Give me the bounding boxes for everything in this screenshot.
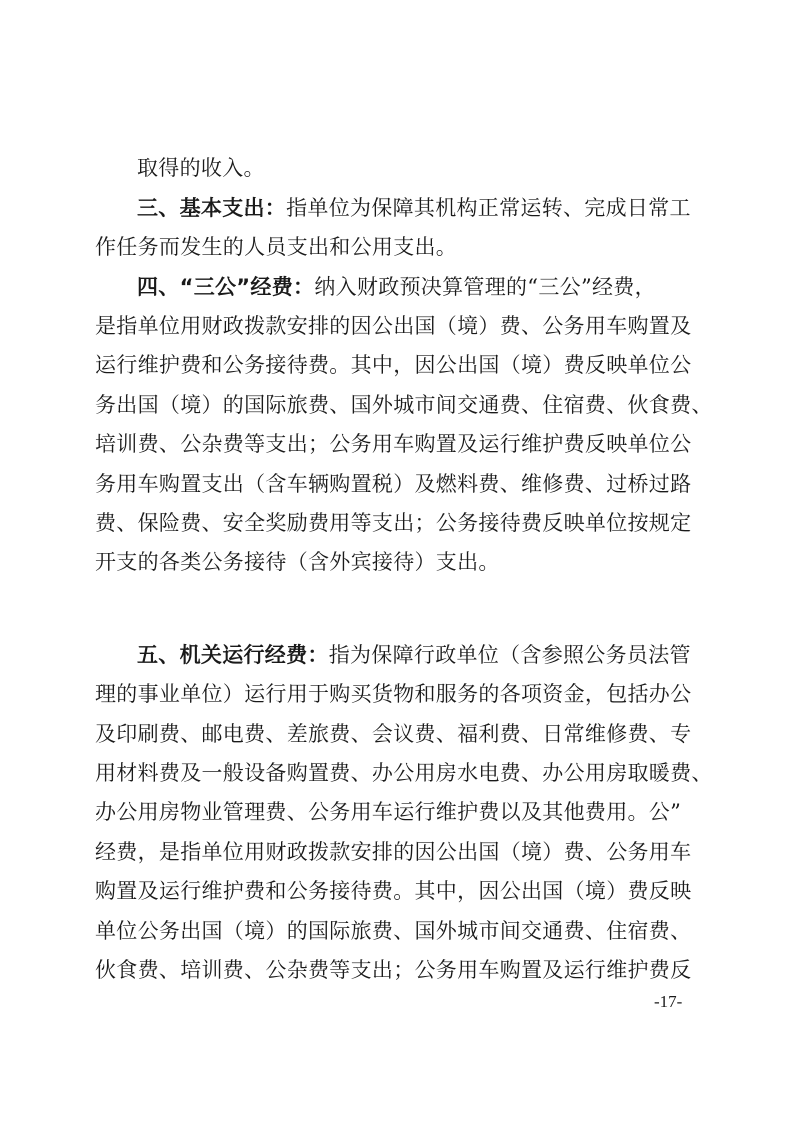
page-number: -17- xyxy=(654,992,683,1011)
section-heading-line xyxy=(137,640,737,670)
body-text: 取得的收入。 xyxy=(137,156,265,180)
body-text: 运行维护费和公务接待费。其中，因公出国（境）费反映单位公 xyxy=(95,353,692,377)
heading: 五、机关运行经费： xyxy=(137,643,329,667)
text-line xyxy=(95,311,695,341)
body-text: 及印刷费、邮电费、差旅费、会议费、福利费、日常维修费、专 xyxy=(95,722,692,746)
body-text: 纳入财政预决算管理的“三公”经费， xyxy=(314,275,656,299)
text-line xyxy=(95,469,695,499)
body-text: 是指单位用财政拨款安排的因公出国（境）费、公务用车购置及 xyxy=(95,314,692,338)
body-text: 指单位为保障其机构正常运转、完成日常工 xyxy=(286,196,691,220)
text-line xyxy=(95,547,695,577)
text-line xyxy=(95,876,695,906)
body-text: 购置及运行维护费和公务接待费。其中，因公出国（境）费反映 xyxy=(95,879,692,903)
body-text: 经费，是指单位用财政拨款安排的因公出国（境）费、公务用车 xyxy=(95,840,692,864)
body-text: 作任务而发生的人员支出和公用支出。 xyxy=(95,235,458,259)
body-text: 务用车购置支出（含车辆购置税）及燃料费、维修费、过桥过路 xyxy=(95,472,692,496)
body-text: 费、保险费、安全奖励费用等支出；公务接待费反映单位按规定 xyxy=(95,511,692,535)
body-text: 理的事业单位）运行用于购买货物和服务的各项资金，包括办公 xyxy=(95,682,692,706)
section-heading-line xyxy=(137,193,737,223)
body-text: 伙食费、培训费、公杂费等支出；公务用车购置及运行维护费反 xyxy=(95,958,692,982)
text-line xyxy=(137,153,737,183)
text-line xyxy=(95,955,695,985)
text-line xyxy=(95,390,713,420)
text-line xyxy=(95,350,695,380)
body-text: 办公用房物业管理费、公务用车运行维护费以及其他费用。公” xyxy=(95,800,682,824)
text-line xyxy=(95,232,695,262)
heading: 四、“三公”经费： xyxy=(137,275,315,299)
text-line xyxy=(95,719,695,749)
text-line xyxy=(95,837,695,867)
body-text: 单位公务出国（境）的国际旅费、国外城市间交通费、住宿费、 xyxy=(95,919,692,943)
body-text: 指为保障行政单位（含参照公务员法管 xyxy=(328,643,691,667)
section-heading-line xyxy=(137,272,737,302)
text-line xyxy=(95,797,695,827)
text-line xyxy=(95,916,695,946)
text-line xyxy=(95,429,695,459)
body-text: 务出国（境）的国际旅费、国外城市间交通费、住宿费、伙食费、 xyxy=(95,393,713,417)
body-text: 用材料费及一般设备购置费、办公用房水电费、办公用房取暖费、 xyxy=(95,761,713,785)
body-text: 培训费、公杂费等支出；公务用车购置及运行维护费反映单位公 xyxy=(95,432,692,456)
body-text: 开支的各类公务接待（含外宾接待）支出。 xyxy=(95,550,500,574)
heading: 三、基本支出： xyxy=(137,196,287,220)
text-line xyxy=(95,679,695,709)
text-line xyxy=(95,758,713,788)
text-line xyxy=(95,508,695,538)
